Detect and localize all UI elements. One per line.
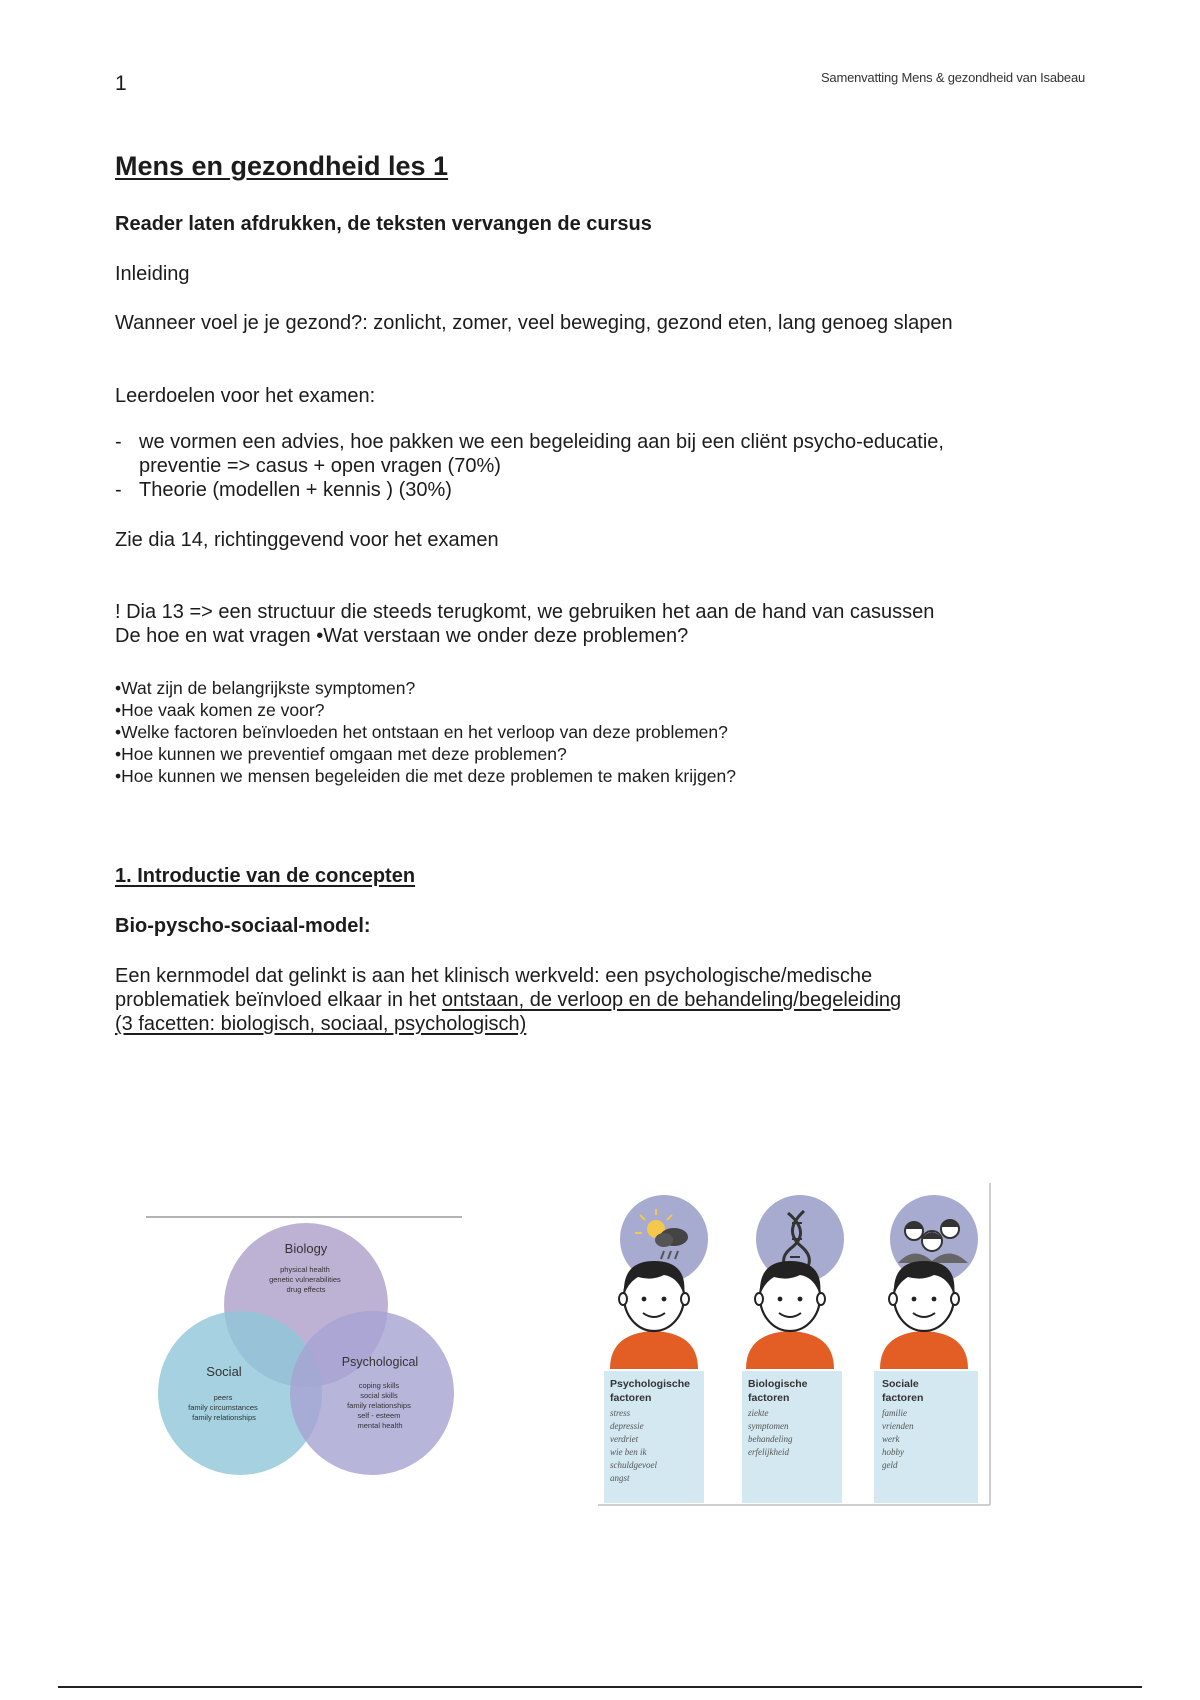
list-item-line: preventie => casus + open vragen (70%) <box>139 455 501 477</box>
venn-diagram <box>146 1210 466 1485</box>
factors-illustration <box>598 1183 993 1506</box>
zie-dia-text: Zie dia 14, richtinggevend voor het examen <box>115 529 499 551</box>
factor-column-psychological <box>604 1195 708 1503</box>
factor-item: angst <box>610 1473 630 1483</box>
question-list <box>115 677 736 787</box>
factor-title-line: factoren <box>610 1392 652 1404</box>
model-heading: Bio-pyscho-sociaal-model: <box>115 915 371 937</box>
factor-item: hobby <box>882 1447 904 1457</box>
factor-title-line: factoren <box>882 1392 924 1404</box>
venn-item: family relationships <box>192 1413 256 1422</box>
factor-column-social <box>874 1195 978 1503</box>
venn-social-label: Social <box>206 1364 242 1379</box>
running-header: Samenvatting Mens & gezondheid van Isabeau <box>820 70 1085 85</box>
factor-item: symptomen <box>748 1421 789 1431</box>
factor-title-line: Biologische <box>748 1378 808 1390</box>
list-item: •Hoe kunnen we preventief omgaan met deze problemen? <box>115 744 567 764</box>
text-run: problematiek beïnvloed elkaar in het <box>115 989 442 1011</box>
list-item: •Hoe vaak komen ze voor? <box>115 700 325 720</box>
list-item-line: we vormen een advies, hoe pakken we een begeleiding aan bij een cliënt psycho-educatie, <box>139 431 944 453</box>
dash-marker: - <box>115 479 122 501</box>
dia13-line: De hoe en wat vragen •Wat verstaan we onder deze problemen? <box>115 625 689 647</box>
paragraph-line <box>115 988 901 1012</box>
factor-title-line: factoren <box>748 1392 790 1404</box>
factor-item: verdriet <box>610 1434 639 1444</box>
factor-item: familie <box>882 1408 907 1418</box>
venn-item: physical health <box>280 1265 330 1274</box>
list-item <box>115 430 944 478</box>
subtitle: Reader laten afdrukken, de teksten vervangen de cursus <box>115 213 652 235</box>
factor-item: geld <box>882 1460 898 1470</box>
venn-item: genetic vulnerabilities <box>269 1275 341 1284</box>
venn-psychological-label: Psychological <box>341 1355 419 1369</box>
venn-item: family relationships <box>347 1401 411 1410</box>
venn-item: mental health <box>357 1421 403 1430</box>
underlined-text: ontstaan, de verloop en de behandeling/begeleiding <box>441 989 902 1011</box>
page-number: 1 <box>115 72 127 95</box>
model-paragraph <box>115 964 901 1036</box>
factor-item: wie ben ik <box>610 1447 647 1457</box>
venn-item: coping skills <box>358 1381 400 1390</box>
venn-item: family circumstances <box>188 1403 258 1412</box>
healthy-question: Wanneer voel je je gezond?: zonlicht, zomer, veel beweging, gezond eten, lang genoeg slapen <box>115 312 953 334</box>
underlined-text: (3 facetten: biologisch, sociaal, psychologisch) <box>115 1013 527 1035</box>
list-item: •Wat zijn de belangrijkste symptomen? <box>115 678 416 698</box>
dia13-line: ! Dia 13 => een structuur die steeds terugkomt, we gebruiken het aan de hand van casussen <box>115 601 935 623</box>
list-item: •Welke factoren beïnvloeden het ontstaan en het verloop van deze problemen? <box>115 722 728 742</box>
factor-item: vrienden <box>882 1421 914 1431</box>
factor-column-biological <box>742 1195 844 1503</box>
section-heading: 1. Introductie van de concepten <box>115 865 416 887</box>
factor-title-line: Psychologische <box>610 1378 690 1390</box>
factor-item: ziekte <box>748 1408 769 1418</box>
page-bottom-rule <box>58 1686 1142 1688</box>
factor-item: werk <box>882 1434 900 1444</box>
factor-item: erfelijkheid <box>748 1447 789 1457</box>
factor-item: stress <box>610 1408 631 1418</box>
factor-item: depressie <box>610 1421 644 1431</box>
paragraph-line: Een kernmodel dat gelinkt is aan het klinisch werkveld: een psychologische/medische <box>115 965 873 987</box>
dash-marker: - <box>115 431 122 453</box>
inleiding-label: Inleiding <box>115 263 190 285</box>
venn-item: peers <box>213 1393 233 1402</box>
venn-item: drug effects <box>286 1285 326 1294</box>
list-item-line: Theorie (modellen + kennis ) (30%) <box>139 479 452 501</box>
venn-biology-label: Biology <box>284 1241 328 1256</box>
list-item <box>115 478 944 502</box>
venn-item: social skills <box>360 1391 398 1400</box>
factor-item: behandeling <box>748 1434 793 1444</box>
leerdoelen-list <box>115 430 944 502</box>
leerdoelen-heading: Leerdoelen voor het examen: <box>115 385 376 407</box>
factor-title-line: Sociale <box>882 1378 919 1390</box>
venn-item: self - esteem <box>357 1411 401 1420</box>
factor-item: schuldgevoel <box>610 1460 657 1470</box>
list-item: •Hoe kunnen we mensen begeleiden die met deze problemen te maken krijgen? <box>115 766 736 786</box>
page-title: Mens en gezondheid les 1 <box>115 151 449 181</box>
